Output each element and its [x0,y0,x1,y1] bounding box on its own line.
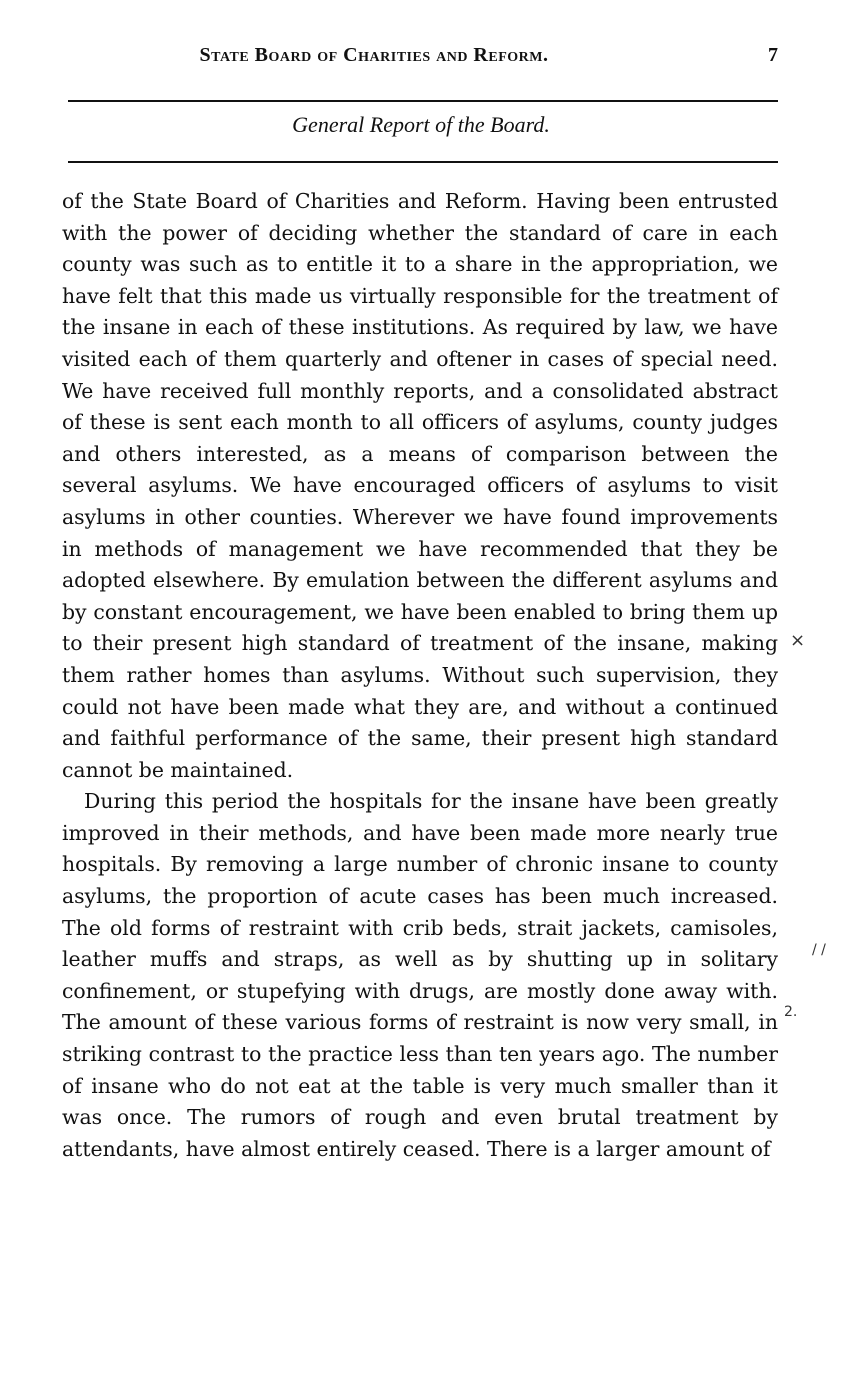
margin-annotation-two: 2. [784,1004,798,1020]
section-title: General Report of the Board. [292,112,550,137]
paragraph-1: of the State Board of Charities and Reform. Having been entrusted with the power of deciding whether the standard of care in each county was such as to entitle it to a share in the appropriation, we have felt that this made us virtually responsible for the treatment of the insane in each of these institutions. As required by law, we have visited each of them quarterly and oftener in cases of special need. We have received full monthly reports, and a consolidated abstract of these is sent each month to all officers of asylums, county judges and others interested, as a means of comparison between the several asylums. We have encouraged officers of asylums to visit asylums in other counties. Wherever we have found improvements in methods of management we have recommended that they be adopted elsewhere. By emulation between the different asylums and by constant encouragement, we have been enabled to bring them up to their present high standard of treatment of the insane, making them rather homes than asylums. Without such supervision, they could not have been made what they are, and without a continued and faithful performance of the same, their present high standard cannot be maintained. [62,189,778,782]
margin-annotation-slash: / / [812,942,826,958]
running-title: State Board of Charities and Reform. [199,44,549,66]
paragraph-2: During this period the hospitals for the insane have been greatly improved in their methods, and have been made more nearly true hospitals. By removing a large number of chronic insane to county asylums, the proportion of acute cases has been much increased. The old forms of restraint with crib beds, strait jackets, camisoles, leather muffs and straps, as well as by shutting up in solitary confinement, or stupefying with drugs, are mostly done away with. The amount of these various forms of restraint is now very small, in striking contrast to the practice less than ten years ago. The number of insane who do not eat at the table is very much smaller than it was once. The rumors of rough and even brutal treatment by attendants, have almost entirely ceased. There is a larger amount of [62,789,778,1161]
bottom-rule [68,161,778,163]
running-head [64,40,778,74]
top-rule [68,100,778,102]
body-text [62,186,778,1165]
page-number: 7 [768,44,778,66]
margin-annotation-x: × [790,630,806,651]
